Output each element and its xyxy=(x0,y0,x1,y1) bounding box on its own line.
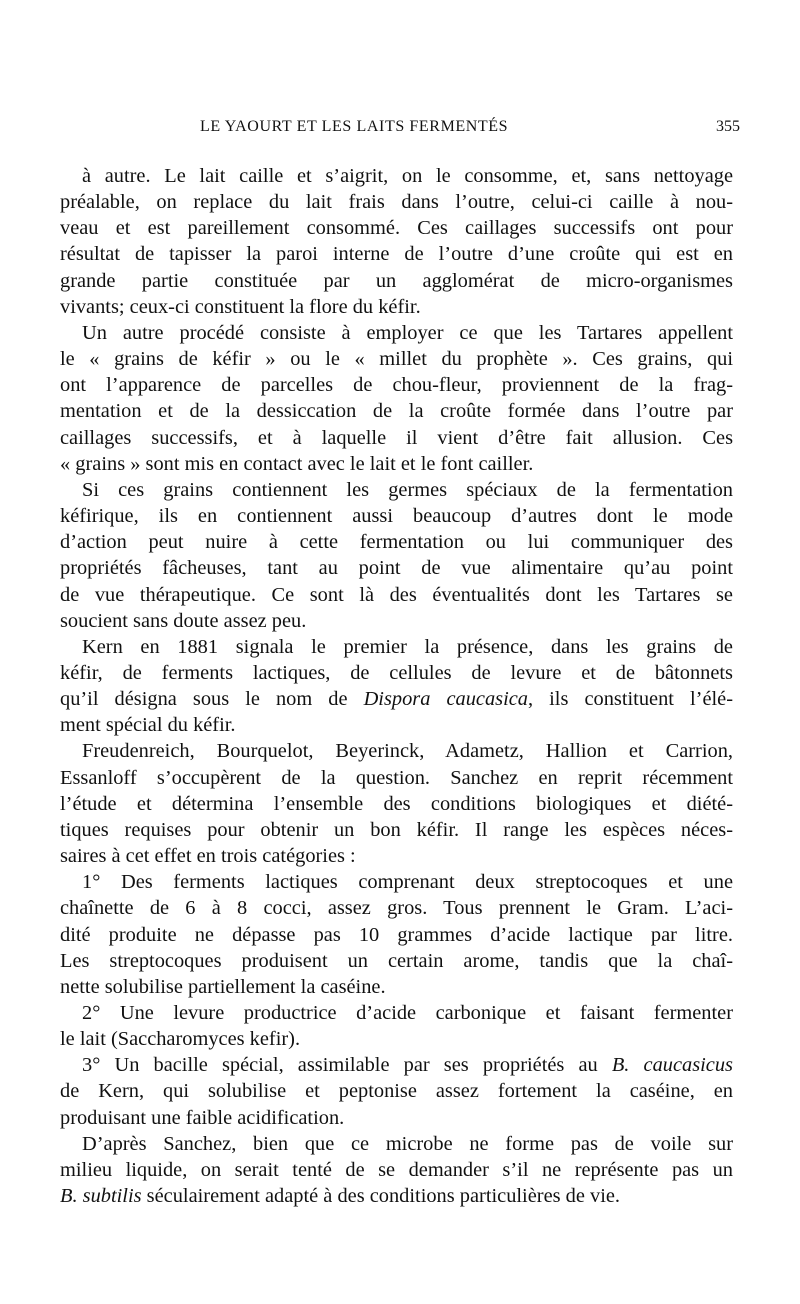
paragraph xyxy=(60,477,733,634)
text-line: préalable, on replace du lait frais dans l’outre, celui-ci caille à nou- xyxy=(60,191,733,214)
text-line: de vue thérapeutique. Ce sont là des éventualités dont les Tartares se xyxy=(60,583,733,606)
text-line: milieu liquide, on serait tenté de se demander s’il ne représente pas un xyxy=(60,1158,733,1181)
text-line: Essanloff s’occupèrent de la question. Sanchez en reprit récemment xyxy=(60,766,733,789)
text-line: de Kern, qui solubilise et peptonise assez fortement la caséine, en xyxy=(60,1080,733,1103)
text-line: B. subtilis séculairement adapté à des conditions particulières de vie. xyxy=(60,1185,621,1208)
running-title: LE YAOURT ET LES LAITS FERMENTÉS xyxy=(200,118,509,135)
text-line: nette solubilise partiellement la caséine. xyxy=(60,975,386,998)
page-number: 355 xyxy=(716,118,740,135)
text-line: propriétés fâcheuses, tant au point de vue alimentaire qu’au point xyxy=(60,557,733,580)
paragraph xyxy=(60,1052,733,1130)
page-body xyxy=(60,163,733,1209)
text-line: 3° Un bacille spécial, assimilable par ses propriétés au B. caucasicus xyxy=(82,1054,733,1077)
text-line: Kern en 1881 signala le premier la présence, dans les grains de xyxy=(82,635,733,658)
text-line: saires à cet effet en trois catégories : xyxy=(60,845,356,868)
paragraph xyxy=(60,163,733,320)
paragraph xyxy=(60,869,733,1000)
text-line: 2° Une levure productrice d’acide carbonique et faisant fermenter xyxy=(82,1002,733,1024)
italic-term: Dispora caucasica xyxy=(363,688,528,711)
paragraph xyxy=(60,1000,733,1052)
text-line: caillages successifs, et à laquelle il vient d’être fait allusion. Ces xyxy=(60,426,733,449)
text-line: 1° Des ferments lactiques comprenant deux streptocoques et une xyxy=(82,871,733,894)
text-line: veau et est pareillement consommé. Ces caillages successifs ont pour xyxy=(60,217,733,240)
text-line: kéfir, de ferments lactiques, de cellules de levure et de bâtonnets xyxy=(60,661,733,684)
text-line: ont l’apparence de parcelles de chou-fleur, proviennent de la frag- xyxy=(60,374,733,397)
text-line: soucient sans doute assez peu. xyxy=(60,609,307,632)
text-line: le lait (Saccharomyces kefir). xyxy=(60,1028,301,1051)
text-line: produisant une faible acidification. xyxy=(60,1106,345,1129)
text-line: Freudenreich, Bourquelot, Beyerinck, Adametz, Hallion et Carrion, xyxy=(82,740,733,763)
paragraph xyxy=(60,738,733,869)
italic-term: B. caucasicus xyxy=(611,1054,733,1077)
paragraph xyxy=(60,634,733,739)
text-line: mentation et de la dessiccation de la croûte formée dans l’outre par xyxy=(60,400,733,423)
paragraph xyxy=(60,1131,733,1209)
text-line: ment spécial du kéfir. xyxy=(60,714,236,737)
text-line: vivants; ceux-ci constituent la flore du kéfir. xyxy=(60,295,421,318)
italic-term: B. subtilis xyxy=(60,1185,142,1208)
text-line: D’après Sanchez, bien que ce microbe ne forme pas de voile sur xyxy=(82,1132,733,1155)
text-line: grande partie constituée par un agglomérat de micro-organismes xyxy=(60,269,733,292)
text-line: dité produite ne dépasse pas 10 grammes d’acide lactique par litre. xyxy=(60,923,733,946)
text-line: l’étude et détermina l’ensemble des conditions biologiques et diété- xyxy=(60,792,733,815)
text-line: « grains » sont mis en contact avec le lait et le font cailler. xyxy=(60,452,534,475)
page-header xyxy=(60,118,740,142)
text-line: Les streptocoques produisent un certain arome, tandis que la chaî- xyxy=(60,949,733,972)
text-line: d’action peut nuire à cette fermentation ou lui communiquer des xyxy=(60,531,733,554)
text-line: Un autre procédé consiste à employer ce que les Tartares appellent xyxy=(82,321,733,344)
text-line: chaînette de 6 à 8 cocci, assez gros. Tous prennent le Gram. L’aci- xyxy=(60,897,733,920)
text-line: à autre. Le lait caille et s’aigrit, on le consomme, et, sans nettoyage xyxy=(82,165,733,187)
text-line: kéfirique, ils en contiennent aussi beaucoup d’autres dont le mode xyxy=(60,505,733,528)
text-line: résultat de tapisser la paroi interne de l’outre d’une croûte qui est en xyxy=(60,243,733,266)
text-line: le « grains de kéfir » ou le « millet du prophète ». Ces grains, qui xyxy=(60,348,733,371)
paragraph xyxy=(60,320,733,477)
text-line: Si ces grains contiennent les germes spéciaux de la fermentation xyxy=(82,478,733,501)
text-line: tiques requises pour obtenir un bon kéfir. Il range les espèces néces- xyxy=(60,818,733,841)
text-line: qu’il désigna sous le nom de Dispora caucasica, ils constituent l’élé- xyxy=(60,688,733,711)
